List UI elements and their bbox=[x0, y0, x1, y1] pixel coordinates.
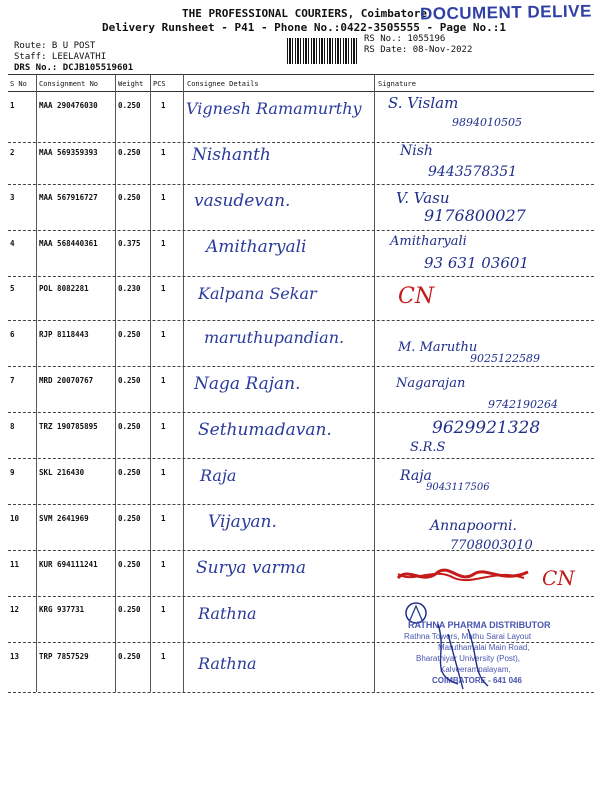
row-consignee: Kalpana Sekar bbox=[198, 284, 317, 303]
row-phone: 9043117506 bbox=[426, 482, 490, 493]
row-consignee: Sethumadavan. bbox=[198, 420, 332, 440]
col-weight: Weight bbox=[118, 80, 144, 88]
row-consignment: MAA 568440361 bbox=[39, 239, 98, 248]
column-divider bbox=[150, 74, 151, 692]
row-signature: CN bbox=[542, 566, 575, 590]
stamp-line: Kalveerampalayam, bbox=[440, 665, 511, 674]
row-signature: Nish bbox=[400, 143, 433, 159]
row-signature: M. Maruthu bbox=[398, 340, 478, 355]
row-signature: S. Vislam bbox=[388, 94, 459, 112]
signature-scrawl-icon bbox=[418, 614, 508, 694]
page-title: THE PROFESSIONAL COURIERS, Coimbatore bbox=[182, 7, 428, 20]
col-signature: Signature bbox=[378, 80, 416, 88]
rs-number: RS No.: 1055196 bbox=[364, 34, 446, 44]
column-divider bbox=[183, 74, 184, 692]
row-pcs: 1 bbox=[161, 652, 166, 661]
row-signature: Annapoorni. bbox=[430, 518, 517, 534]
row-signature: Amitharyali bbox=[390, 234, 467, 249]
row-signature: CN bbox=[398, 284, 435, 309]
row-pcs: 1 bbox=[161, 514, 166, 523]
document-delivery-stamp: DOCUMENT DELIVE bbox=[419, 1, 592, 24]
row-consignment: MAA 567916727 bbox=[39, 193, 98, 202]
row-consignment: SKL 216430 bbox=[39, 468, 85, 477]
row-weight: 0.250 bbox=[118, 193, 141, 202]
row-divider bbox=[8, 184, 594, 185]
column-divider bbox=[115, 74, 116, 692]
row-pcs: 1 bbox=[161, 422, 166, 431]
row-sno: 2 bbox=[10, 148, 15, 157]
row-sno: 13 bbox=[10, 652, 20, 661]
row-consignment: POL 8082281 bbox=[39, 284, 89, 293]
row-pcs: 1 bbox=[161, 560, 166, 569]
row-sno: 5 bbox=[10, 284, 15, 293]
row-signature: S.R.S bbox=[410, 440, 446, 455]
row-phone: 9025122589 bbox=[470, 352, 540, 365]
row-phone: 9176800027 bbox=[424, 206, 526, 225]
row-sno: 9 bbox=[10, 468, 15, 477]
page-subtitle: Delivery Runsheet - P41 - Phone No.:0422-3505555 - Page No.:1 bbox=[102, 21, 506, 34]
row-consignee: maruthupandian. bbox=[204, 328, 345, 347]
row-sno: 4 bbox=[10, 239, 15, 248]
row-signature: Nagarajan bbox=[396, 376, 466, 391]
row-consignee: Nishanth bbox=[192, 145, 271, 165]
row-signature: Raja bbox=[400, 468, 432, 484]
route-label: Route: B U POST bbox=[14, 41, 96, 51]
row-consignment: SVM 2641969 bbox=[39, 514, 89, 523]
row-divider bbox=[8, 142, 594, 143]
row-consignment: TRP 7857529 bbox=[39, 652, 89, 661]
company-stamp bbox=[398, 600, 598, 700]
stamp-line: Maruthamalai Main Road, bbox=[438, 643, 530, 652]
row-consignment: KUR 694111241 bbox=[39, 560, 98, 569]
row-consignee: Vijayan. bbox=[208, 512, 277, 532]
row-sno: 10 bbox=[10, 514, 20, 523]
row-weight: 0.250 bbox=[118, 422, 141, 431]
row-weight: 0.250 bbox=[118, 468, 141, 477]
row-sno: 7 bbox=[10, 376, 15, 385]
row-pcs: 1 bbox=[161, 605, 166, 614]
row-consignment: RJP 8118443 bbox=[39, 330, 89, 339]
row-weight: 0.250 bbox=[118, 330, 141, 339]
stamp-line: Bharathiyar University (Post), bbox=[416, 654, 521, 663]
row-divider bbox=[8, 596, 594, 597]
row-weight: 0.250 bbox=[118, 652, 141, 661]
row-weight: 0.250 bbox=[118, 148, 141, 157]
row-phone: 7708003010 bbox=[450, 538, 533, 553]
row-weight: 0.375 bbox=[118, 239, 141, 248]
row-pcs: 1 bbox=[161, 101, 166, 110]
scribble-icon bbox=[394, 562, 534, 588]
row-consignment: TRZ 190785895 bbox=[39, 422, 98, 431]
row-sno: 1 bbox=[10, 101, 15, 110]
col-consignment: Consignment No bbox=[39, 80, 99, 88]
row-consignment: KRG 937731 bbox=[39, 605, 85, 614]
row-divider bbox=[8, 412, 594, 413]
row-phone: 9629921328 bbox=[432, 418, 541, 438]
row-sno: 6 bbox=[10, 330, 15, 339]
stamp-line: Rathna Towers, Muthu Sarai Layout bbox=[404, 632, 532, 641]
row-divider bbox=[8, 276, 594, 277]
row-weight: 0.230 bbox=[118, 284, 141, 293]
col-consignee: Consignee Details bbox=[187, 80, 259, 88]
table-top-border bbox=[8, 74, 594, 75]
row-sno: 3 bbox=[10, 193, 15, 202]
row-pcs: 1 bbox=[161, 193, 166, 202]
row-pcs: 1 bbox=[161, 239, 166, 248]
column-divider bbox=[36, 74, 37, 692]
row-consignee: Raja bbox=[200, 466, 237, 485]
rs-date: RS Date: 08-Nov-2022 bbox=[364, 45, 473, 55]
row-weight: 0.250 bbox=[118, 101, 141, 110]
row-consignment: MRD 20070767 bbox=[39, 376, 94, 385]
row-pcs: 1 bbox=[161, 376, 166, 385]
row-divider bbox=[8, 320, 594, 321]
row-phone: 93 631 03601 bbox=[424, 254, 529, 272]
row-divider bbox=[8, 458, 594, 459]
row-consignee: vasudevan. bbox=[194, 191, 291, 211]
row-pcs: 1 bbox=[161, 284, 166, 293]
row-phone: 9894010505 bbox=[452, 116, 522, 129]
column-divider bbox=[374, 74, 375, 692]
staff-label: Staff: LEELAVATHI bbox=[14, 52, 107, 62]
drs-number: DRS No.: DCJB105519601 bbox=[14, 63, 134, 73]
row-consignee: Vignesh Ramamurthy bbox=[186, 99, 362, 118]
row-phone: 9443578351 bbox=[428, 164, 518, 180]
stamp-line: COIMBATORE - 641 046 bbox=[432, 676, 522, 685]
row-phone: 9742190264 bbox=[488, 398, 558, 411]
row-consignment: MAA 569359393 bbox=[39, 148, 98, 157]
row-pcs: 1 bbox=[161, 148, 166, 157]
barcode bbox=[287, 38, 357, 64]
row-signature: V. Vasu bbox=[396, 189, 450, 207]
row-consignee: Rathna bbox=[198, 654, 257, 673]
row-consignee: Naga Rajan. bbox=[194, 374, 301, 394]
row-pcs: 1 bbox=[161, 468, 166, 477]
row-consignment: MAA 290476030 bbox=[39, 101, 98, 110]
row-sno: 8 bbox=[10, 422, 15, 431]
row-divider bbox=[8, 504, 594, 505]
col-sno: S No bbox=[10, 80, 27, 88]
row-weight: 0.250 bbox=[118, 514, 141, 523]
row-weight: 0.250 bbox=[118, 376, 141, 385]
row-weight: 0.250 bbox=[118, 605, 141, 614]
row-sno: 11 bbox=[10, 560, 20, 569]
row-divider bbox=[8, 366, 594, 367]
row-weight: 0.250 bbox=[118, 560, 141, 569]
row-sno: 12 bbox=[10, 605, 20, 614]
row-consignee: Amitharyali bbox=[206, 237, 307, 257]
row-pcs: 1 bbox=[161, 330, 166, 339]
row-consignee: Surya varma bbox=[196, 558, 306, 578]
row-consignee: Rathna bbox=[198, 604, 257, 623]
stamp-line: RATHNA PHARMA DISTRIBUTOR bbox=[408, 620, 551, 630]
header-border bbox=[8, 91, 594, 92]
row-divider bbox=[8, 230, 594, 231]
col-pcs: PCS bbox=[153, 80, 166, 88]
